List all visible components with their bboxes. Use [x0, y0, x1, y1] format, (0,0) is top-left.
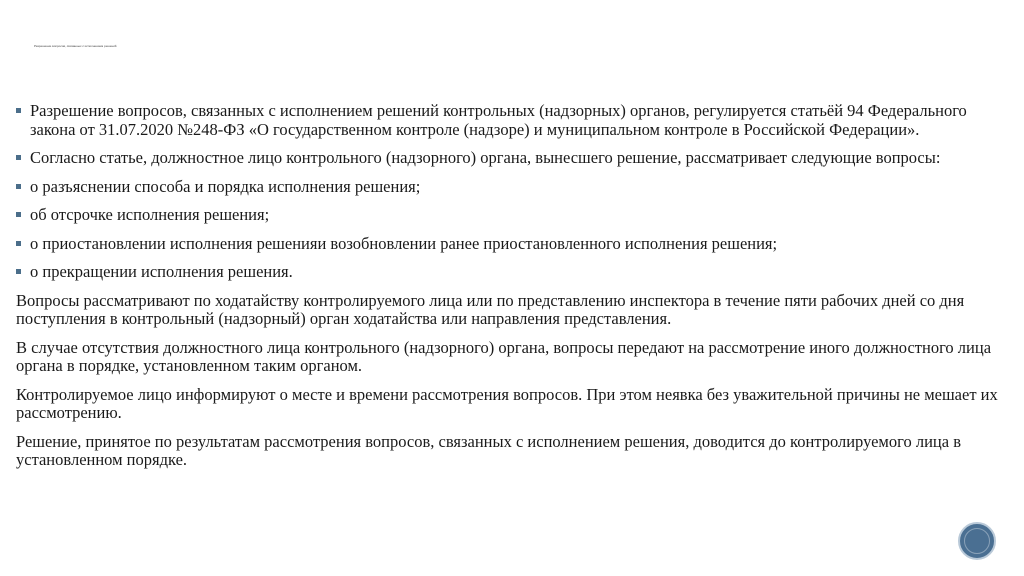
bullet-text: о приостановлении исполнения решенияи возобновлении ранее приостановленного исполнения решения;	[30, 233, 778, 253]
square-bullet-icon	[16, 241, 21, 246]
bullet-text: Согласно статье, должностное лицо контрольного (надзорного) органа, вынесшего решение, рассматривает следующие вопросы:	[30, 148, 941, 167]
paragraph: Контролируемое лицо информируют о месте и времени рассмотрения вопросов. При этом неявка без уважительной причины не мешает их рассмотрению.	[16, 384, 998, 422]
bullet-text: о разъяснении способа и порядка исполнения решения;	[30, 176, 421, 196]
bullet-item	[16, 149, 1016, 168]
bullet-item	[16, 263, 1016, 282]
paragraph: Вопросы рассматривают по ходатайству контролируемого лица или по представлению инспектора в течение пяти рабочих дней со дня поступления в контрольный (надзорный) орган ходатайства или направления представления.	[16, 290, 965, 328]
square-bullet-icon	[16, 269, 21, 274]
bullet-text: о прекращении исполнения решения.	[30, 262, 293, 281]
slide-title: Разрешение вопросов, связанных с исполнением решений	[34, 44, 117, 48]
bullet-text: об отсрочке исполнения решения;	[30, 205, 270, 224]
square-bullet-icon	[16, 184, 21, 189]
paragraph: Решение, принятое по результатам рассмотрения вопросов, связанных с исполнением решения, доводится до контролируемого лица в установленном порядке.	[16, 431, 961, 469]
square-bullet-icon	[16, 108, 21, 113]
bullet-item	[16, 102, 1016, 139]
square-bullet-icon	[16, 155, 21, 160]
circle-ring-icon	[964, 528, 990, 554]
bullet-item	[16, 235, 1016, 254]
paragraph: В случае отсутствия должностного лица контрольного (надзорного) органа, вопросы передают на рассмотрение иного должностного лица органа в порядке, установленном таким органом.	[16, 337, 992, 375]
square-bullet-icon	[16, 212, 21, 217]
bullet-item	[16, 206, 1016, 225]
slide-number-circle-icon	[958, 522, 996, 560]
bullet-text: Разрешение вопросов, связанных с исполнением решений контрольных (надзорных) органов, регулируется статьёй 94 Федерального закона от 31.07.2020 №248-ФЗ «О государственном контроле (надзоре) и муниципальном контроле в Российской Федерации».	[30, 101, 967, 139]
bullet-item	[16, 178, 1016, 197]
slide-content	[16, 102, 1016, 480]
